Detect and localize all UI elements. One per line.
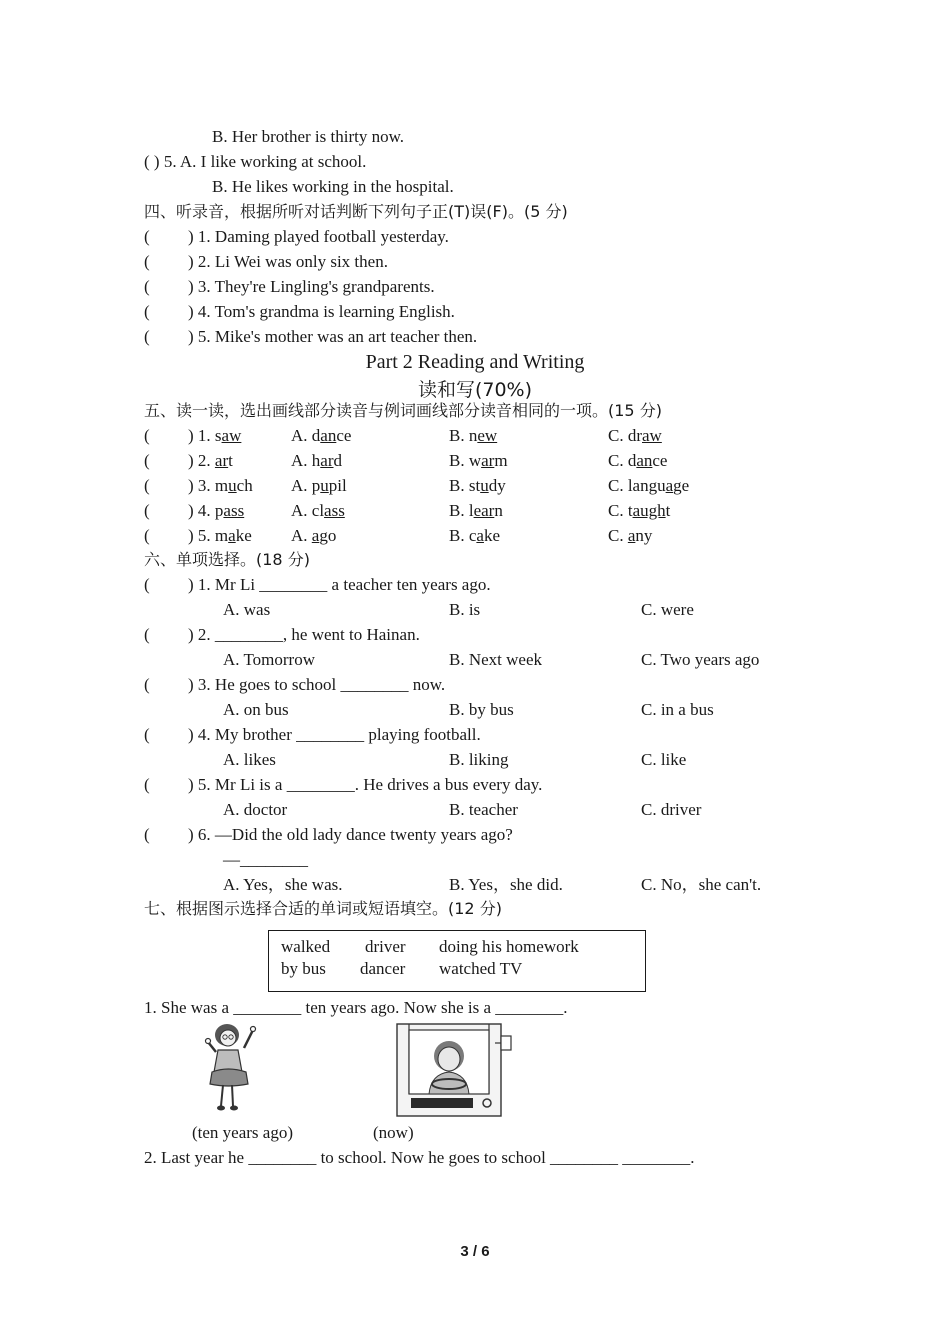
item-number: 4. <box>197 501 211 520</box>
item-number: 1. <box>197 426 211 445</box>
answer-paren-close: ) <box>188 775 194 794</box>
word-part: ke <box>483 526 500 545</box>
answer-paren-open: ( <box>144 575 150 594</box>
section-6-heading: 六、单项选择。(18 分) <box>144 550 310 569</box>
example-word <box>215 501 244 520</box>
option-a: A. doctor <box>223 800 288 819</box>
word-bank-item: driver <box>365 937 406 956</box>
option-a: A. Yes，she was. <box>223 875 343 894</box>
option-c: C. were <box>641 600 694 619</box>
answer-paren-close: ) <box>188 625 194 644</box>
section-5-heading: 五、读一读，选出画线部分读音与例词画线部分读音相同的一项。(15 分) <box>144 401 662 420</box>
page-number: 3 / 6 <box>460 1243 490 1260</box>
underlined-part: ar <box>214 451 229 470</box>
word-part: ge <box>673 476 690 495</box>
answer-paren-open: ( <box>144 825 150 844</box>
section-4-item <box>144 252 388 272</box>
answer-paren-open: ( <box>144 476 150 495</box>
word-part: A. d <box>291 426 321 445</box>
option-c <box>608 476 689 496</box>
caption-now: (now) <box>373 1123 414 1142</box>
underlined-part: ass <box>324 501 345 520</box>
option-b <box>449 526 500 546</box>
word-part: ce <box>652 451 668 470</box>
option-a <box>291 426 351 446</box>
option-a <box>291 526 336 546</box>
answer-paren-close: ) <box>188 426 194 445</box>
answer-paren-close: ) <box>188 575 194 594</box>
underlined-part: ar <box>481 451 495 470</box>
option-b: B. Yes，she did. <box>449 875 563 894</box>
option-b: B. Next week <box>449 650 543 669</box>
option-b <box>449 426 497 446</box>
option-b <box>449 501 503 521</box>
answer-blank <box>144 501 188 521</box>
word-part: dy <box>488 476 506 495</box>
section-4-heading: 四、听录音，根据所听对话判断下列句子正(T)误(F)。(5 分) <box>144 202 568 221</box>
word-part: ke <box>235 526 252 545</box>
answer-paren-close: ) <box>188 501 194 520</box>
section-5-item <box>144 451 233 471</box>
answer-blank <box>144 526 188 546</box>
option-c: C. driver <box>641 800 702 819</box>
underlined-part: an <box>320 426 337 445</box>
item-text: 5. Mike's mother was an art teacher then. <box>197 327 478 346</box>
underlined-part: a <box>228 526 236 545</box>
caption-ten-years-ago: (ten years ago) <box>192 1123 294 1142</box>
word-part: A. <box>291 526 312 545</box>
option-a: A. on bus <box>223 700 289 719</box>
option-a <box>291 501 345 521</box>
item-text: 3. They're Lingling's grandparents. <box>197 277 435 296</box>
underlined-part: ew <box>477 426 498 445</box>
word-part: A. h <box>291 451 321 470</box>
answer-paren-close: ) <box>188 825 194 844</box>
answer-paren-open: ( <box>144 501 150 520</box>
section-6-question <box>144 625 420 645</box>
word-bank-item: doing his homework <box>439 937 579 956</box>
word-part: n <box>494 501 503 520</box>
answer-blank <box>144 625 188 645</box>
word-part: C. <box>608 526 628 545</box>
word-part: ce <box>336 426 352 445</box>
answer-paren-close: ) <box>188 252 194 271</box>
underlined-part: aw <box>221 426 242 445</box>
option-c: C. Two years ago <box>641 650 760 669</box>
word-part: B. l <box>449 501 474 520</box>
answer-blank <box>144 476 188 496</box>
section-6-question <box>144 575 491 595</box>
word-bank-item: watched TV <box>439 959 523 978</box>
word-part: C. d <box>608 451 637 470</box>
option-b: B. liking <box>449 750 509 769</box>
question-text: 5. Mr Li is a ________. He drives a bus every day. <box>197 775 543 794</box>
answer-blank <box>144 451 188 471</box>
answer-paren-close: ) <box>188 675 194 694</box>
word-part: B. st <box>449 476 481 495</box>
question-text: 3. He goes to school ________ now. <box>197 675 446 694</box>
answer-paren-open: ( <box>144 675 150 694</box>
option-c <box>608 451 667 471</box>
underlined-part: a <box>627 526 636 545</box>
q5-option-b: B. He likes working in the hospital. <box>212 177 454 196</box>
item-text: 1. Daming played football yesterday. <box>197 227 449 246</box>
word-part: ch <box>236 476 253 495</box>
example-word <box>215 426 241 445</box>
option-a <box>291 476 347 496</box>
word-bank-box <box>268 930 646 992</box>
word-part: s <box>214 426 222 445</box>
example-word <box>215 526 252 545</box>
word-part: pil <box>328 476 347 495</box>
answer-paren-open: ( <box>144 252 150 271</box>
answer-paren-close: ) <box>188 327 194 346</box>
answer-paren-close: ) <box>188 526 194 545</box>
answer-blank <box>144 675 188 695</box>
section-6-question <box>144 825 513 845</box>
section-7-heading: 七、根据图示选择合适的单词或短语填空。(12 分) <box>144 899 502 918</box>
option-a: A. was <box>223 600 271 619</box>
option-c <box>608 426 662 446</box>
word-part: t <box>665 501 671 520</box>
underlined-part: u <box>228 476 237 495</box>
section-5-item <box>144 501 244 521</box>
question-response-line: —________ <box>223 850 308 869</box>
underlined-part: ar <box>320 451 334 470</box>
underlined-part: ass <box>223 501 245 520</box>
answer-blank <box>144 426 188 446</box>
option-b <box>449 451 508 471</box>
answer-blank <box>144 227 188 247</box>
option-c: C. in a bus <box>641 700 714 719</box>
answer-paren-close: ) <box>188 277 194 296</box>
q5-line: ( ) 5. A. I like working at school. <box>144 152 367 171</box>
underlined-part: u <box>320 476 329 495</box>
option-b: B. teacher <box>449 800 518 819</box>
part2-subtitle: 读和写(70%) <box>417 379 533 401</box>
bus-driver-picture <box>395 1022 515 1120</box>
word-bank-item: by bus <box>281 959 326 978</box>
option-b <box>449 476 506 496</box>
option-c <box>608 526 652 546</box>
option-c: C. No，she can't. <box>641 875 762 894</box>
word-part: B. n <box>449 426 478 445</box>
answer-blank <box>144 725 188 745</box>
section-6-question <box>144 775 542 795</box>
answer-paren-close: ) <box>188 302 194 321</box>
question-text: 6. —Did the old lady dance twenty years ago? <box>197 825 513 844</box>
option-a: A. Tomorrow <box>223 650 315 669</box>
underlined-part: ear <box>473 501 495 520</box>
word-part: m <box>214 526 229 545</box>
dancing-girl-picture <box>198 1022 260 1116</box>
answer-paren-open: ( <box>144 426 150 445</box>
section-5-item <box>144 526 252 546</box>
answer-paren-close: ) <box>188 476 194 495</box>
underlined-part: a <box>665 476 674 495</box>
answer-blank <box>144 775 188 795</box>
word-part: B. w <box>449 451 482 470</box>
word-part: C. langu <box>608 476 666 495</box>
option-a: A. likes <box>223 750 276 769</box>
question-text: 2. ________, he went to Hainan. <box>197 625 420 644</box>
answer-paren-close: ) <box>188 451 194 470</box>
section-6-question <box>144 675 445 695</box>
section-4-item <box>144 302 455 322</box>
answer-paren-open: ( <box>144 451 150 470</box>
option-c: C. like <box>641 750 687 769</box>
answer-paren-open: ( <box>144 775 150 794</box>
answer-blank <box>144 302 188 322</box>
word-part: t <box>228 451 233 470</box>
q4-option-b: B. Her brother is thirty now. <box>212 127 405 146</box>
answer-paren-open: ( <box>144 526 150 545</box>
answer-blank <box>144 327 188 347</box>
underlined-part: aw <box>642 426 662 445</box>
question-text: 1. Mr Li ________ a teacher ten years ago. <box>197 575 491 594</box>
section-5-item <box>144 426 241 446</box>
word-part: m <box>214 476 229 495</box>
answer-paren-open: ( <box>144 625 150 644</box>
word-part: A. p <box>291 476 321 495</box>
answer-paren-close: ) <box>188 725 194 744</box>
section-6-question <box>144 725 481 745</box>
item-number: 2. <box>197 451 211 470</box>
word-part: B. c <box>449 526 477 545</box>
part2-title: Part 2 Reading and Writing <box>365 351 585 373</box>
answer-paren-open: ( <box>144 227 150 246</box>
option-b: B. is <box>449 600 481 619</box>
answer-paren-open: ( <box>144 302 150 321</box>
answer-blank <box>144 575 188 595</box>
question-text: 4. My brother ________ playing football. <box>197 725 481 744</box>
underlined-part: a <box>311 526 320 545</box>
item-text: 2. Li Wei was only six then. <box>197 252 388 271</box>
answer-blank <box>144 825 188 845</box>
word-part: p <box>214 501 224 520</box>
word-part: m <box>494 451 508 470</box>
answer-paren-open: ( <box>144 277 150 296</box>
answer-paren-open: ( <box>144 725 150 744</box>
example-word <box>215 476 253 495</box>
option-b: B. by bus <box>449 700 514 719</box>
underlined-part: a <box>476 526 484 545</box>
underlined-part: u <box>480 476 489 495</box>
section-4-item <box>144 227 449 247</box>
section-5-item <box>144 476 253 496</box>
item-text: 4. Tom's grandma is learning English. <box>197 302 455 321</box>
word-bank-item: walked <box>281 937 331 956</box>
answer-blank <box>144 277 188 297</box>
underlined-part: an <box>636 451 653 470</box>
word-bank-item: dancer <box>360 959 406 978</box>
section-4-item <box>144 277 435 297</box>
answer-blank <box>144 252 188 272</box>
option-c <box>608 501 670 521</box>
word-part: ny <box>635 526 653 545</box>
word-part: C. t <box>608 501 633 520</box>
item-number: 3. <box>197 476 211 495</box>
option-a <box>291 451 342 471</box>
word-part: C. dr <box>608 426 642 445</box>
section-7-q1: 1. She was a ________ ten years ago. Now she is a ________. <box>144 998 568 1017</box>
word-part: go <box>319 526 337 545</box>
word-part: A. cl <box>291 501 325 520</box>
answer-paren-open: ( <box>144 327 150 346</box>
section-4-item <box>144 327 477 347</box>
example-word <box>215 451 233 470</box>
answer-paren-close: ) <box>188 227 194 246</box>
underlined-part: augh <box>632 501 666 520</box>
item-number: 5. <box>197 526 211 545</box>
section-7-q2: 2. Last year he ________ to school. Now he goes to school ________ ________. <box>144 1148 695 1167</box>
word-part: d <box>333 451 342 470</box>
